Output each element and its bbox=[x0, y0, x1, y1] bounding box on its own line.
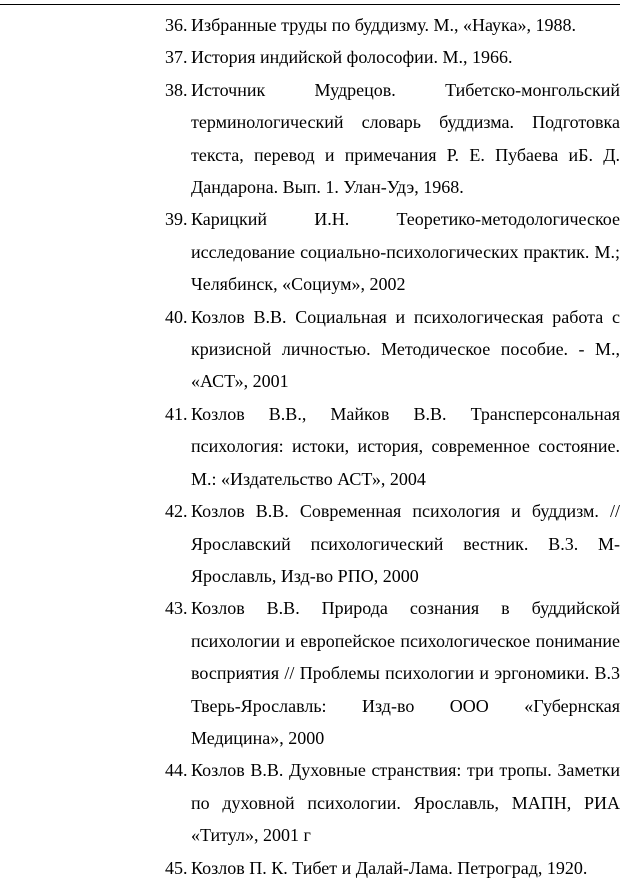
entry-number: 40. bbox=[165, 306, 188, 327]
bibliography-entry-39 bbox=[165, 203, 620, 300]
entry-number: 41. bbox=[165, 403, 188, 424]
bibliography-entry-37 bbox=[165, 41, 620, 73]
entry-number: 37. bbox=[165, 47, 188, 68]
entry-text: Избранные труды по буддизму. М., «Наука», 1988. bbox=[191, 15, 576, 35]
bibliography-entry-41 bbox=[165, 398, 620, 495]
bibliography-entry-36 bbox=[165, 9, 620, 41]
bibliography-entry-44 bbox=[165, 754, 620, 851]
entry-text: Козлов В.В. Современная психология и буддизм. // Ярославский психологический вестник. В.3. М-Ярославль, Изд-во РПО, 2000 bbox=[191, 501, 620, 586]
entry-text: Козлов П. К. Тибет и Далай-Лама. Петроград, 1920. bbox=[191, 857, 588, 878]
page-top-rule bbox=[0, 4, 620, 5]
bibliography-entry-45 bbox=[165, 852, 620, 884]
entry-text: Козлов В.В. Природа сознания в буддийской психологии и европейское психологическое понимание восприятия // Проблемы психологии и эргономики. В.3 Тверь-Ярославль: Изд-во ООО «Губернская Медицина», 2000 bbox=[191, 598, 620, 748]
entry-text: Источник Мудрецов. Тибетско-монгольский терминологический словарь буддизма. Подготовка текста, перевод и примечания Р. Е. Пубаева иБ. Д. Дандарона. Вып. 1. Улан-Удэ, 1968. bbox=[191, 79, 620, 198]
entry-number: 45. bbox=[165, 857, 188, 878]
bibliography-entry-42 bbox=[165, 495, 620, 592]
entry-number: 42. bbox=[165, 501, 188, 522]
entry-text: Козлов В.В., Майков В.В. Трансперсональная психология: истоки, история, современное состояние. М.: «Издательство АСТ», 2004 bbox=[191, 403, 620, 489]
entry-text: Карицкий И.Н. Теоретико-методологическое исследование социально-психологических практик. М.; Челябинск, «Социум», 2002 bbox=[191, 209, 620, 295]
entry-number: 38. bbox=[165, 79, 188, 100]
entry-text: История индийской фолософии. М., 1966. bbox=[191, 47, 513, 68]
bibliography-entry-38 bbox=[165, 74, 620, 204]
entry-number: 39. bbox=[165, 209, 188, 230]
bibliography-entry-43 bbox=[165, 592, 620, 754]
bibliography-entry-40 bbox=[165, 301, 620, 398]
entry-number: 36. bbox=[165, 15, 188, 35]
entry-number: 44. bbox=[165, 760, 188, 781]
entry-text: Козлов В.В. Социальная и психологическая работа с кризисной личностью. Методическое пособие. - М., «АСТ», 2001 bbox=[191, 306, 620, 392]
entry-text: Козлов В.В. Духовные странствия: три тропы. Заметки по духовной психологии. Ярославль, МАПН, РИА «Титул», 2001 г bbox=[191, 760, 620, 846]
bibliography-list bbox=[165, 9, 620, 884]
entry-number: 43. bbox=[165, 598, 188, 619]
